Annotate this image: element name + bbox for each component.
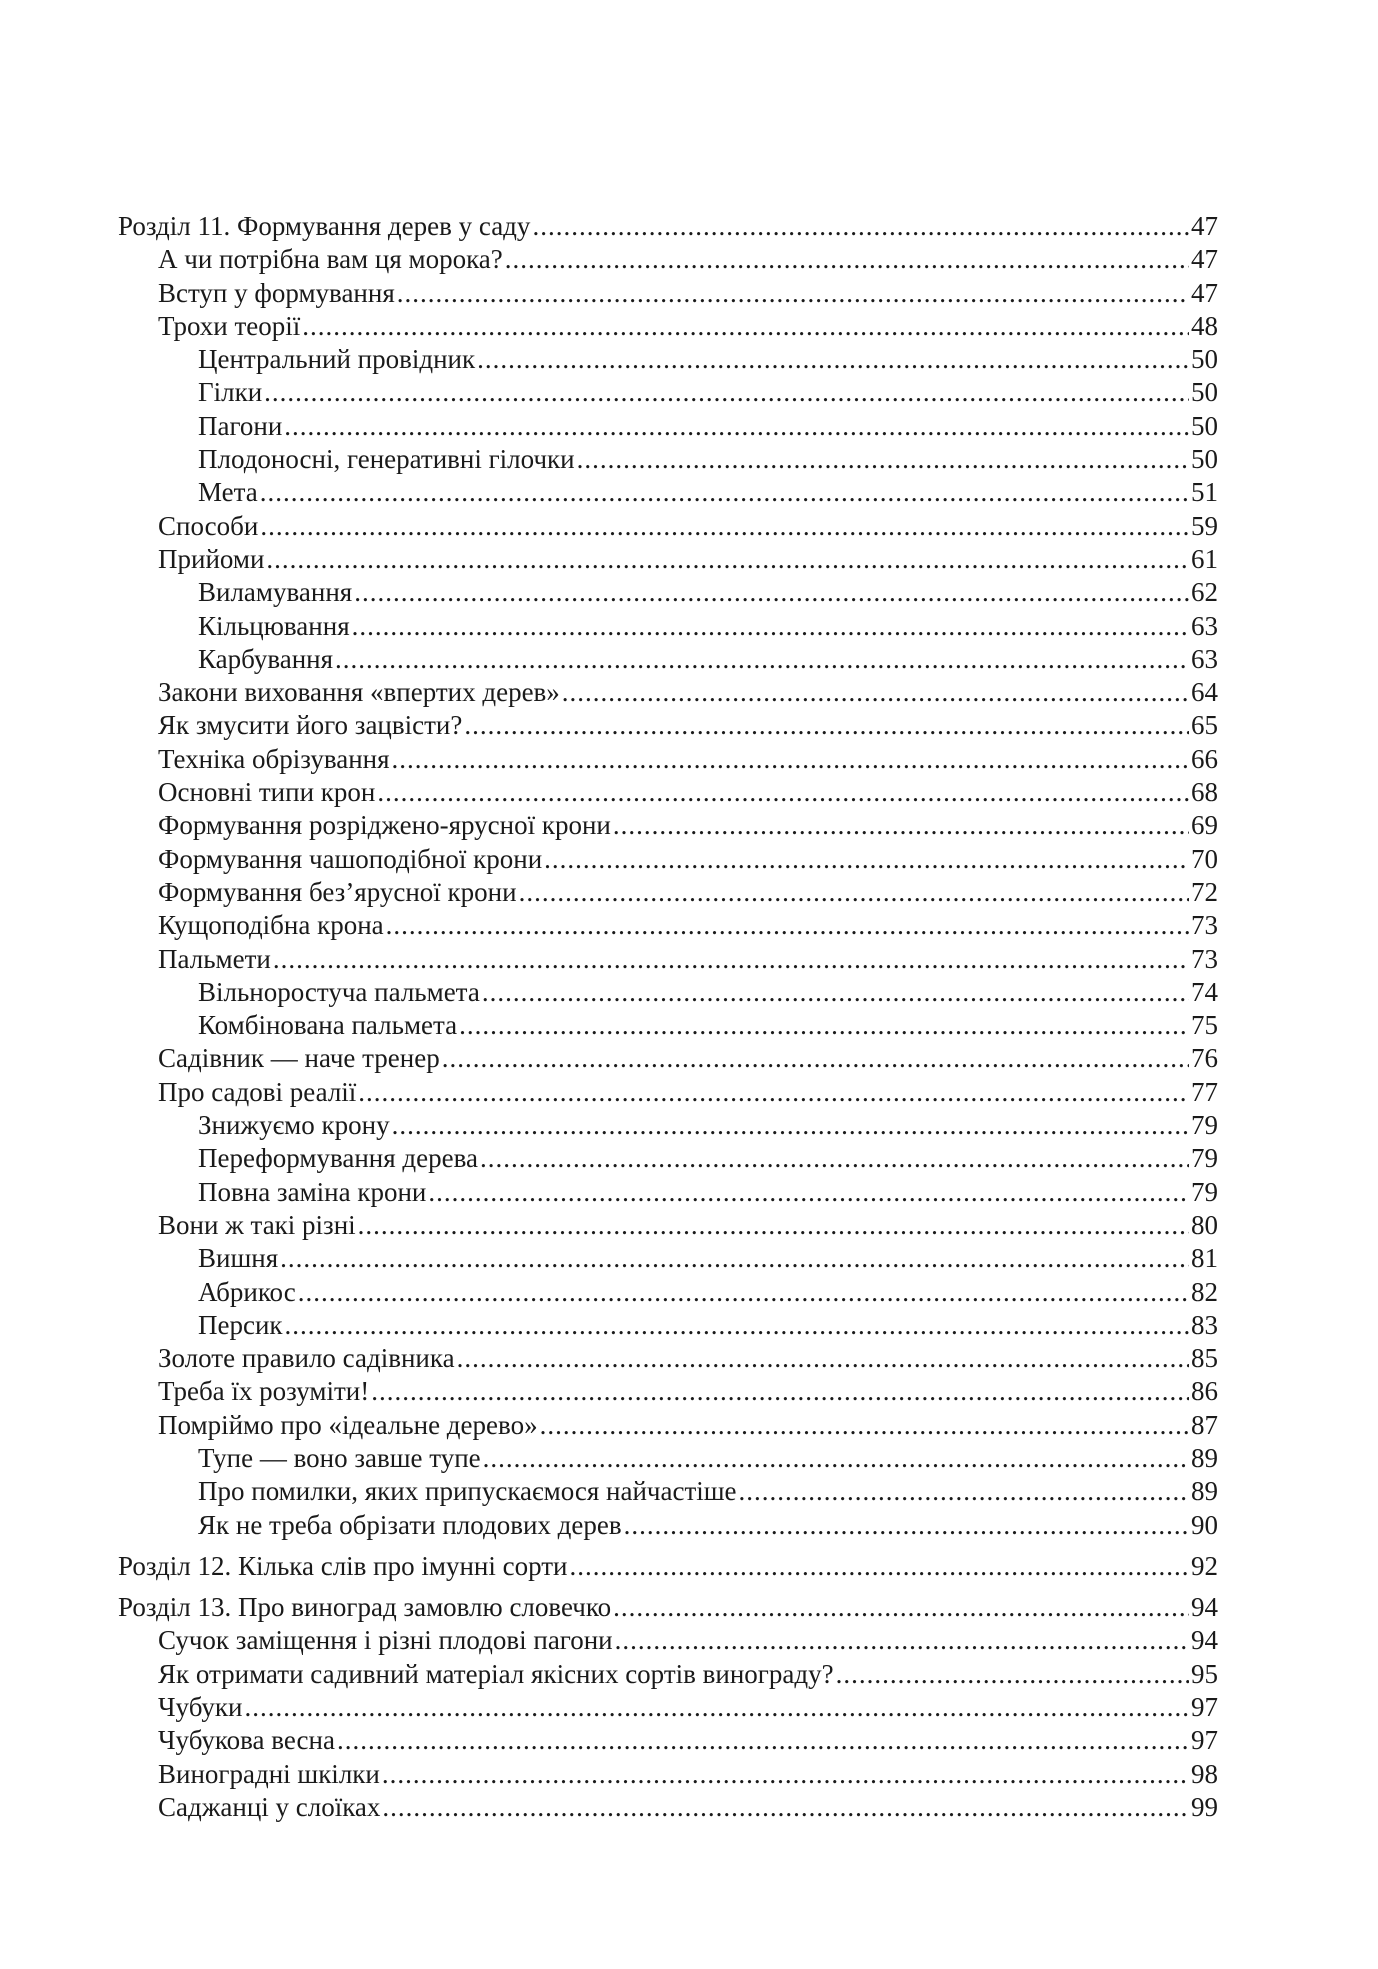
toc-entry xyxy=(118,943,1218,976)
toc-entry xyxy=(118,576,1218,609)
toc-entry-title: Помріймо про «ідеальне дерево» xyxy=(158,1409,538,1440)
toc-entry xyxy=(118,709,1218,742)
toc-entry-title: Прийоми xyxy=(158,543,265,574)
dot-leader xyxy=(482,976,1189,1009)
toc-entry-page-number: 73 xyxy=(1191,910,1218,941)
toc-entry xyxy=(118,1042,1218,1075)
toc-entry-page-number: 50 xyxy=(1191,410,1218,441)
toc-entry-title: Розділ 11. Формування дерев у саду xyxy=(118,211,531,241)
toc-entry xyxy=(118,1791,1218,1824)
toc-entry xyxy=(118,343,1218,376)
toc-entry-page-number: 81 xyxy=(1191,1243,1218,1274)
dot-leader xyxy=(302,310,1189,343)
toc-entry xyxy=(118,976,1218,1009)
toc-entry-title: Як не треба обрізати плодових дерев xyxy=(198,1509,622,1540)
toc-entry-title: Основні типи крон xyxy=(158,777,376,808)
toc-entry-page-number: 72 xyxy=(1191,876,1218,907)
toc-entry xyxy=(118,1409,1218,1442)
toc-entry xyxy=(118,410,1218,443)
toc-entry xyxy=(118,1309,1218,1342)
toc-entry-page-number: 63 xyxy=(1191,610,1218,641)
toc-entry-title: Тупе — воно завше тупе xyxy=(198,1442,481,1473)
toc-entry-title: Розділ 13. Про виноград замовлю словечко xyxy=(118,1592,612,1623)
dot-leader xyxy=(519,876,1189,909)
dot-leader xyxy=(392,743,1189,776)
toc-entry-page-number: 98 xyxy=(1191,1758,1218,1789)
toc-entry-title: Розділ 12. Кілька слів про імунні сорти xyxy=(118,1550,568,1581)
toc-entry-page-number: 76 xyxy=(1191,1043,1218,1074)
toc-entry-title: Вступ у формування xyxy=(158,277,395,308)
dot-leader xyxy=(615,1624,1189,1657)
toc-entry xyxy=(118,1375,1218,1408)
toc-entry-title: Вільноростуча пальмета xyxy=(198,976,480,1007)
table-of-contents xyxy=(118,210,1218,1824)
toc-entry-page-number: 50 xyxy=(1191,377,1218,408)
toc-entry-page-number: 97 xyxy=(1191,1692,1218,1723)
toc-entry-title: Кущоподібна крона xyxy=(158,910,384,941)
toc-entry-title: Плодоносні, генеративні гілочки xyxy=(198,444,575,475)
toc-entry xyxy=(118,510,1218,543)
dot-leader xyxy=(266,543,1189,576)
dot-leader xyxy=(377,776,1189,809)
toc-entry-page-number: 47 xyxy=(1191,211,1218,241)
toc-entry-page-number: 92 xyxy=(1191,1550,1218,1581)
dot-leader xyxy=(273,943,1189,976)
dot-leader xyxy=(260,476,1189,509)
toc-entry-title: Пагони xyxy=(198,410,283,441)
toc-entry xyxy=(118,909,1218,942)
toc-entry-title: Закони виховання «впертих дерев» xyxy=(158,677,560,708)
toc-entry-title: Комбінована пальмета xyxy=(198,1010,458,1041)
toc-entry-page-number: 79 xyxy=(1191,1176,1218,1207)
dot-leader xyxy=(371,1375,1189,1408)
dot-leader xyxy=(480,1142,1189,1175)
dot-leader xyxy=(260,510,1189,543)
toc-entry-page-number: 73 xyxy=(1191,943,1218,974)
toc-entry-page-number: 97 xyxy=(1191,1725,1218,1756)
toc-entry-page-number: 89 xyxy=(1191,1476,1218,1507)
toc-entry xyxy=(118,376,1218,409)
toc-entry-page-number: 63 xyxy=(1191,643,1218,674)
dot-leader xyxy=(540,1409,1189,1442)
dot-leader xyxy=(477,343,1189,376)
toc-entry-page-number: 77 xyxy=(1191,1076,1218,1107)
toc-entry-page-number: 99 xyxy=(1191,1791,1218,1822)
toc-entry-title: А чи потрібна вам ця морока? xyxy=(158,244,503,275)
toc-entry-title: Виламування xyxy=(198,577,353,608)
toc-entry-title: Пальмети xyxy=(158,943,271,974)
dot-leader xyxy=(577,443,1189,476)
toc-entry-title: Способи xyxy=(158,510,259,541)
toc-entry-page-number: 47 xyxy=(1191,277,1218,308)
toc-entry-title: Золоте правило садівника xyxy=(158,1343,455,1374)
toc-entry-page-number: 74 xyxy=(1191,976,1218,1007)
toc-entry xyxy=(118,1624,1218,1657)
toc-entry-title: Чубуки xyxy=(158,1692,243,1723)
toc-entry xyxy=(118,1176,1218,1209)
toc-entry-title: Переформування дерева xyxy=(198,1143,478,1174)
toc-entry-page-number: 83 xyxy=(1191,1309,1218,1340)
toc-entry-page-number: 51 xyxy=(1191,477,1218,508)
dot-leader xyxy=(532,210,1189,243)
dot-leader xyxy=(459,1009,1189,1042)
toc-entry-page-number: 70 xyxy=(1191,843,1218,874)
toc-entry xyxy=(118,1242,1218,1275)
toc-entry-title: Персик xyxy=(198,1309,283,1340)
toc-chapter-entry xyxy=(118,1591,1218,1624)
dot-leader xyxy=(464,709,1189,742)
toc-entry-title: Як отримати садивний матеріал якісних сортів винограду? xyxy=(158,1658,834,1689)
toc-entry xyxy=(118,1509,1218,1542)
toc-entry-title: Треба їх розуміти! xyxy=(158,1376,370,1407)
dot-leader xyxy=(442,1042,1189,1075)
dot-leader xyxy=(358,1209,1189,1242)
toc-entry xyxy=(118,1442,1218,1475)
toc-entry xyxy=(118,809,1218,842)
toc-entry xyxy=(118,1691,1218,1724)
toc-entry-page-number: 68 xyxy=(1191,777,1218,808)
toc-entry-title: Формування без’ярусної крони xyxy=(158,876,517,907)
toc-entry xyxy=(118,610,1218,643)
toc-entry-page-number: 48 xyxy=(1191,310,1218,341)
toc-entry-title: Вони ж такі різні xyxy=(158,1209,356,1240)
dot-leader xyxy=(337,1724,1189,1757)
toc-entry-page-number: 47 xyxy=(1191,244,1218,275)
toc-entry-page-number: 90 xyxy=(1191,1509,1218,1540)
dot-leader xyxy=(397,277,1189,310)
dot-leader xyxy=(836,1658,1189,1691)
toc-entry xyxy=(118,1109,1218,1142)
toc-entry-title: Центральний провідник xyxy=(198,344,476,375)
toc-entry-page-number: 69 xyxy=(1191,810,1218,841)
dot-leader xyxy=(335,643,1189,676)
dot-leader xyxy=(613,1591,1189,1624)
toc-entry xyxy=(118,643,1218,676)
toc-entry-page-number: 87 xyxy=(1191,1409,1218,1440)
toc-entry-title: Вишня xyxy=(198,1243,279,1274)
toc-entry-page-number: 95 xyxy=(1191,1658,1218,1689)
toc-entry xyxy=(118,1209,1218,1242)
toc-entry-page-number: 50 xyxy=(1191,344,1218,375)
toc-entry-title: Саджанці у слоїках xyxy=(158,1791,381,1822)
dot-leader xyxy=(382,1791,1189,1824)
toc-entry-title: Карбування xyxy=(198,643,334,674)
dot-leader xyxy=(280,1242,1189,1275)
toc-entry-page-number: 82 xyxy=(1191,1276,1218,1307)
toc-entry-page-number: 79 xyxy=(1191,1110,1218,1141)
toc-entry xyxy=(118,676,1218,709)
toc-entry-page-number: 66 xyxy=(1191,743,1218,774)
toc-entry-page-number: 59 xyxy=(1191,510,1218,541)
toc-entry-page-number: 50 xyxy=(1191,444,1218,475)
dot-leader xyxy=(739,1475,1189,1508)
dot-leader xyxy=(505,243,1189,276)
toc-entry xyxy=(118,876,1218,909)
toc-entry-page-number: 94 xyxy=(1191,1592,1218,1623)
dot-leader xyxy=(354,576,1189,609)
dot-leader xyxy=(392,1109,1189,1142)
toc-entry-title: Про помилки, яких припускаємося найчастіше xyxy=(198,1476,737,1507)
dot-leader xyxy=(428,1176,1189,1209)
toc-entry xyxy=(118,1342,1218,1375)
toc-entry xyxy=(118,1758,1218,1791)
toc-entry-title: Як змусити його зацвісти? xyxy=(158,710,463,741)
dot-leader xyxy=(352,610,1189,643)
dot-leader xyxy=(386,909,1189,942)
toc-entry xyxy=(118,277,1218,310)
toc-entry xyxy=(118,1724,1218,1757)
toc-entry-page-number: 64 xyxy=(1191,677,1218,708)
toc-entry-page-number: 94 xyxy=(1191,1625,1218,1656)
dot-leader xyxy=(382,1758,1189,1791)
toc-entry-title: Техніка обрізування xyxy=(158,743,390,774)
toc-entry xyxy=(118,1276,1218,1309)
dot-leader xyxy=(285,1309,1189,1342)
toc-entry-page-number: 86 xyxy=(1191,1376,1218,1407)
toc-entry xyxy=(118,443,1218,476)
toc-entry-title: Виноградні шкілки xyxy=(158,1758,380,1789)
toc-entry-title: Чубукова весна xyxy=(158,1725,335,1756)
dot-leader xyxy=(244,1691,1189,1724)
toc-entry-title: Садівник — наче тренер xyxy=(158,1043,440,1074)
dot-leader xyxy=(544,843,1189,876)
toc-entry xyxy=(118,243,1218,276)
toc-entry-title: Кільцювання xyxy=(198,610,350,641)
toc-entry-page-number: 75 xyxy=(1191,1010,1218,1041)
toc-chapter-entry xyxy=(118,210,1218,243)
toc-entry-title: Про садові реалії xyxy=(158,1076,357,1107)
toc-entry xyxy=(118,1142,1218,1175)
toc-entry-page-number: 85 xyxy=(1191,1343,1218,1374)
toc-entry-page-number: 62 xyxy=(1191,577,1218,608)
toc-entry-page-number: 61 xyxy=(1191,543,1218,574)
dot-leader xyxy=(284,410,1189,443)
toc-entry xyxy=(118,543,1218,576)
toc-entry-page-number: 65 xyxy=(1191,710,1218,741)
toc-entry xyxy=(118,476,1218,509)
dot-leader xyxy=(457,1342,1189,1375)
toc-entry-title: Гілки xyxy=(198,377,263,408)
dot-leader xyxy=(358,1076,1189,1109)
toc-entry-page-number: 89 xyxy=(1191,1442,1218,1473)
dot-leader xyxy=(562,676,1189,709)
toc-entry xyxy=(118,743,1218,776)
toc-entry-title: Повна заміна крони xyxy=(198,1176,427,1207)
toc-entry-title: Трохи теорії xyxy=(158,310,301,341)
toc-entry xyxy=(118,1658,1218,1691)
toc-entry xyxy=(118,1475,1218,1508)
toc-entry-title: Сучок заміщення і різні плодові пагони xyxy=(158,1625,613,1656)
toc-entry-title: Формування чашоподібної крони xyxy=(158,843,543,874)
dot-leader xyxy=(613,809,1189,842)
toc-entry-title: Формування розріджено-ярусної крони xyxy=(158,810,611,841)
dot-leader xyxy=(570,1550,1190,1583)
toc-entry xyxy=(118,776,1218,809)
toc-chapter-entry xyxy=(118,1550,1218,1583)
toc-entry-title: Мета xyxy=(198,477,258,508)
toc-entry-title: Знижуємо крону xyxy=(198,1110,390,1141)
toc-entry-page-number: 79 xyxy=(1191,1143,1218,1174)
toc-entry xyxy=(118,310,1218,343)
toc-entry xyxy=(118,1076,1218,1109)
toc-entry xyxy=(118,1009,1218,1042)
dot-leader xyxy=(298,1276,1189,1309)
toc-entry xyxy=(118,843,1218,876)
dot-leader xyxy=(483,1442,1189,1475)
toc-entry-title: Абрикос xyxy=(198,1276,296,1307)
toc-entry-page-number: 80 xyxy=(1191,1209,1218,1240)
dot-leader xyxy=(264,376,1189,409)
dot-leader xyxy=(624,1509,1189,1542)
